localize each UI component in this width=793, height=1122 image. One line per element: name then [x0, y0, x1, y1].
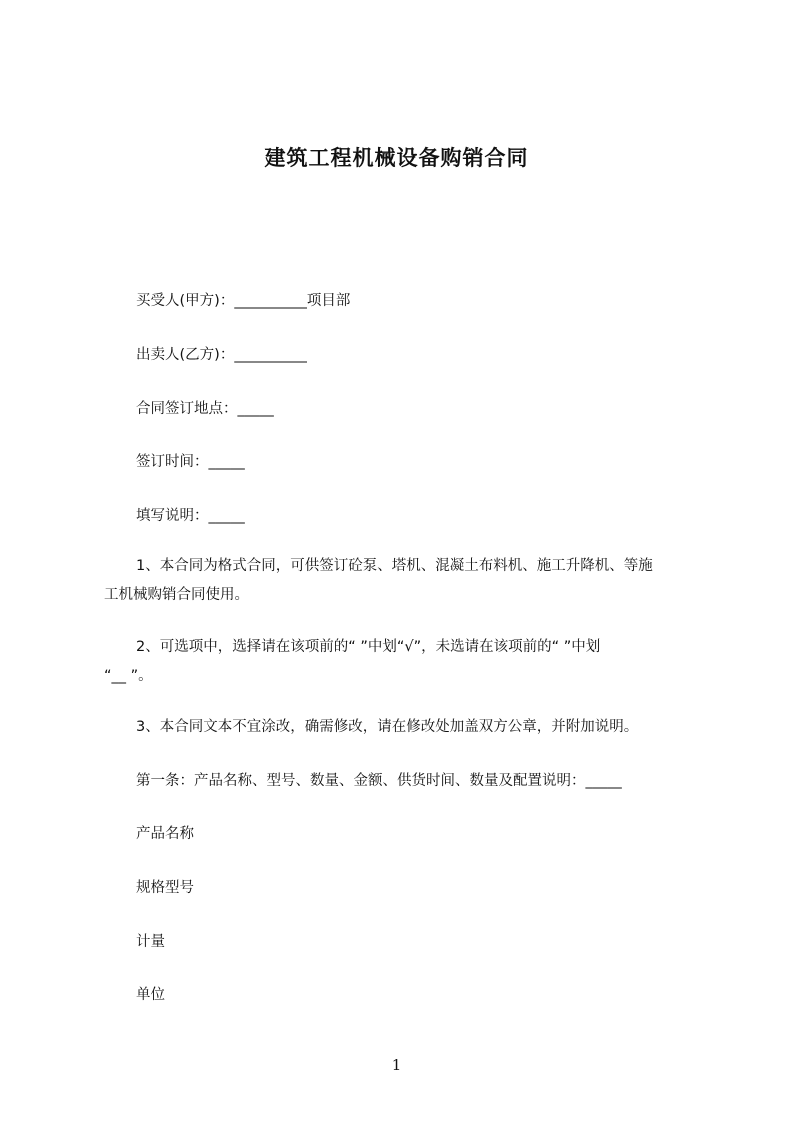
signing-location-field: 合同签订地点：_____: [136, 401, 274, 417]
instruction-2-line-1: 2、可选项中，选择请在该项前的“ ”中划“√”，未选请在该项前的“ ”中划: [136, 639, 601, 655]
document-title: 建筑工程机械设备购销合同: [264, 146, 529, 170]
table-header-measure: 计量: [136, 934, 165, 950]
filling-instructions-field: 填写说明：_____: [136, 508, 245, 524]
article-one-heading: 第一条：产品名称、型号、数量、金额、供货时间、数量及配置说明：_____: [136, 773, 622, 789]
page-number: 1: [391, 1056, 402, 1074]
table-header-product-name: 产品名称: [136, 826, 194, 842]
instruction-1-line-1: 1、本合同为格式合同，可供签订砼泵、塔机、混凝土布料机、施工升降机、等施: [136, 558, 653, 574]
table-header-unit: 单位: [136, 987, 165, 1003]
instruction-1-line-2: 工机械购销合同使用。: [104, 587, 249, 603]
buyer-field: 买受人(甲方)：__________项目部: [136, 293, 351, 309]
seller-field: 出卖人(乙方)：__________: [136, 347, 307, 363]
instruction-1: [104, 552, 704, 610]
instruction-2-line-2: “__ ”。: [104, 668, 153, 684]
instruction-2: [104, 633, 704, 691]
table-header-spec-model: 规格型号: [136, 880, 194, 896]
instruction-3: 3、本合同文本不宜涂改，确需修改，请在修改处加盖双方公章，并附加说明。: [136, 719, 639, 735]
signing-time-field: 签订时间：_____: [136, 454, 245, 470]
